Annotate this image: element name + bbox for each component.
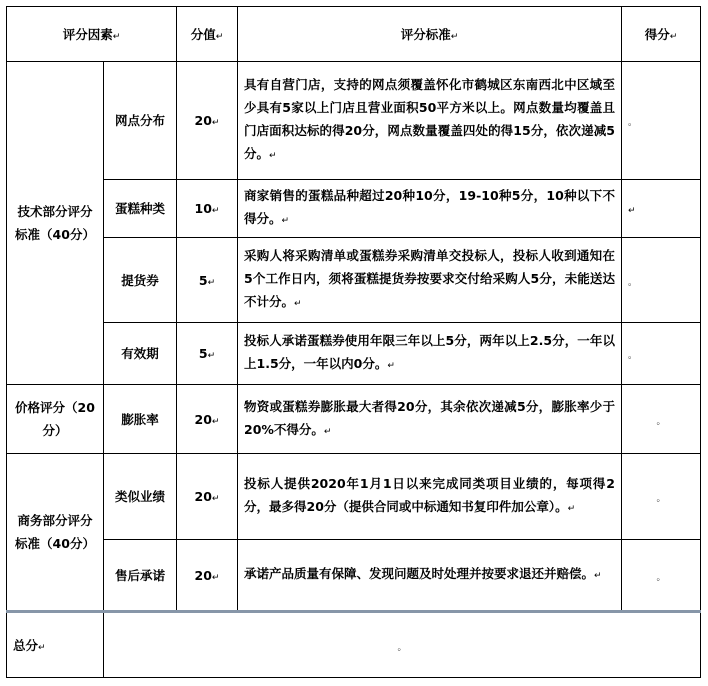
item-standard: 投标人承诺蛋糕券使用年限三年以上5分，两年以上2.5分，一年以上1.5分，一年以内0分。↵	[238, 323, 622, 385]
item-score[interactable]: ↵	[622, 180, 701, 238]
total-value[interactable]: 。	[104, 612, 701, 678]
item-score[interactable]: 。	[622, 540, 701, 612]
item-score[interactable]: 。	[622, 323, 701, 385]
item-standard: 投标人提供2020年1月1日以来完成同类项目业绩的，每项得2分，最多得20分（提供合同或中标通知书复印件加公章）。↵	[238, 454, 622, 540]
item-standard: 承诺产品质量有保障、发现问题及时处理并按要求退还并赔偿。↵	[238, 540, 622, 612]
table-row	[7, 180, 701, 238]
item-name: 膨胀率	[104, 385, 177, 454]
total-row	[7, 612, 701, 678]
table-row	[7, 62, 701, 180]
header-score: 得分↵	[622, 7, 701, 62]
item-name: 提货券	[104, 238, 177, 323]
item-points: 20↵	[177, 454, 238, 540]
item-points: 5↵	[177, 238, 238, 323]
group-label: 价格评分（20分）	[7, 385, 104, 454]
item-points: 20↵	[177, 540, 238, 612]
table-row	[7, 238, 701, 323]
item-name: 有效期	[104, 323, 177, 385]
item-standard: 具有自营门店，支持的网点须覆盖怀化市鹤城区东南西北中区域至少具有5家以上门店且营业面积50平方米以上。网点数量均覆盖且门店面积达标的得20分，网点数量覆盖四处的得15分，依次递减5分。↵	[238, 62, 622, 180]
group-label: 技术部分评分标准（40分）	[7, 62, 104, 385]
item-standard: 采购人将采购清单或蛋糕券采购清单交投标人，投标人收到通知在5个工作日内，须将蛋糕提货券按要求交付给采购人5分，未能送达不计分。↵	[238, 238, 622, 323]
table-row	[7, 323, 701, 385]
group-label: 商务部分评分标准（40分）	[7, 454, 104, 612]
item-points: 20↵	[177, 62, 238, 180]
item-name: 售后承诺	[104, 540, 177, 612]
item-name: 网点分布	[104, 62, 177, 180]
item-standard: 物资或蛋糕券膨胀最大者得20分，其余依次递减5分，膨胀率少于20%不得分。↵	[238, 385, 622, 454]
item-name: 蛋糕种类	[104, 180, 177, 238]
header-standard: 评分标准↵	[238, 7, 622, 62]
item-name: 类似业绩	[104, 454, 177, 540]
item-score[interactable]: 。	[622, 385, 701, 454]
item-points: 10↵	[177, 180, 238, 238]
table-row	[7, 385, 701, 454]
table-row	[7, 454, 701, 540]
item-points: 5↵	[177, 323, 238, 385]
total-label: 总分↵	[7, 612, 104, 678]
header-row	[7, 7, 701, 62]
item-score[interactable]: 。	[622, 62, 701, 180]
item-points: 20↵	[177, 385, 238, 454]
item-score[interactable]: 。	[622, 454, 701, 540]
table-row	[7, 540, 701, 612]
header-factor: 评分因素↵	[7, 7, 177, 62]
scoring-table	[6, 6, 701, 678]
header-points: 分值↵	[177, 7, 238, 62]
item-standard: 商家销售的蛋糕品种超过20种10分，19-10种5分，10种以下不得分。↵	[238, 180, 622, 238]
item-score[interactable]: 。	[622, 238, 701, 323]
